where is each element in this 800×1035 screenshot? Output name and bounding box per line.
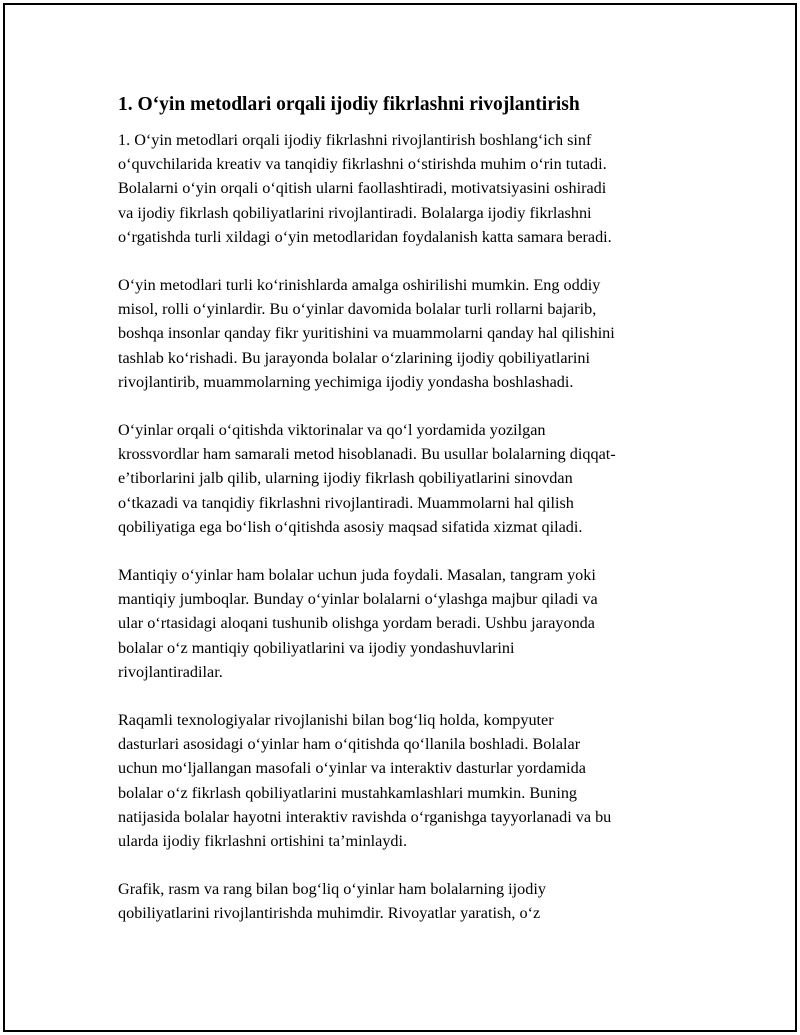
paragraph-line: krossvordlar ham samarali metod hisoblanadi. Bu usullar bolalarning diqqat- (118, 445, 616, 464)
paragraph-line: O‘yinlar orqali o‘qitishda viktorinalar va qo‘l yordamida yozilgan (118, 421, 546, 440)
paragraph-line: ularda ijodiy fikrlashni ortishini ta’minlaydi. (118, 832, 408, 851)
paragraph-line: boshqa insonlar qanday fikr yuritishini va muammolarni qanday hal qilishini (118, 324, 615, 343)
body-paragraph (118, 418, 693, 539)
paragraph-line: dasturlari asosidagi o‘yinlar ham o‘qitishda qo‘llanila boshladi. Bolalar (118, 735, 581, 754)
paragraph-line: rivojlantirib, muammolarning yechimiga ijodiy yondasha boshlashadi. (118, 372, 574, 391)
paragraph-line: bolalar o‘z fikrlash qobiliyatlarini mustahkamlashlari mumkin. Buning (118, 783, 578, 802)
paragraph-line: natijasida bolalar hayotni interaktiv ravishda o‘rganishga tayyorlanadi va bu (118, 807, 612, 826)
paragraph-line: o‘tkazadi va tanqidiy fikrlashni rivojlantiradi. Muammolarni hal qilish (118, 493, 574, 512)
paragraph-line: o‘rgatishda turli xildagi o‘yin metodlaridan foydalanish katta samara beradi. (118, 227, 612, 246)
body-paragraph (118, 563, 693, 684)
paragraph-line: 1. O‘yin metodlari orqali ijodiy fikrlashni rivojlantirish boshlang‘ich sinf (118, 131, 592, 149)
paragraph-line: uchun mo‘ljallangan masofali o‘yinlar va interaktiv dasturlar yordamida (118, 759, 586, 778)
paragraph-line: O‘yin metodlari turli ko‘rinishlarda amalga oshirilishi mumkin. Eng oddiy (118, 276, 601, 295)
paragraph-line: Grafik, rasm va rang bilan bog‘liq o‘yinlar ham bolalarning ijodiy (118, 880, 546, 899)
paragraph-line: Mantiqiy o‘yinlar ham bolalar uchun juda foydali. Masalan, tangram yoki (118, 566, 596, 585)
paragraph-line: qobiliyatiga ega bo‘lish o‘qitishda asosiy maqsad sifatida xizmat qiladi. (118, 517, 583, 536)
paragraph-line: bolalar o‘z mantiqiy qobiliyatlarini va ijodiy yondashuvlarini (118, 638, 515, 657)
body-paragraph (118, 273, 693, 394)
paragraph-line: misol, rolli o‘yinlardir. Bu o‘yinlar davomida bolalar turli rollarni bajarib, (118, 300, 597, 319)
paragraph-line: tashlab ko‘rishadi. Bu jarayonda bolalar o‘zlarining ijodiy qobiliyatlarini (118, 348, 591, 367)
paragraph-line: e’tiborlarini jalb qilib, ularning ijodiy fikrlash qobiliyatlarini sinovdan (118, 469, 573, 488)
body-paragraph (118, 708, 693, 853)
paragraph-line: Raqamli texnologiyalar rivojlanishi bilan bog‘liq holda, kompyuter (118, 711, 554, 730)
document-body (118, 92, 693, 950)
body-paragraph (118, 877, 693, 925)
paragraph-line: o‘quvchilarida kreativ va tanqidiy fikrlashni o‘stirishda muhim o‘rin tutadi. (118, 155, 607, 174)
paragraph-line: rivojlantiradilar. (118, 662, 223, 681)
paragraph-line: qobiliyatlarini rivojlantirishda muhimdir. Rivoyatlar yaratish, o‘z (118, 904, 541, 923)
paragraph-line: ular o‘rtasidagi aloqani tushunib olishga yordam beradi. Ushbu jarayonda (118, 614, 595, 633)
paragraph-line: va ijodiy fikrlash qobiliyatlarini rivojlantiradi. Bolalarga ijodiy fikrlashni (118, 203, 592, 222)
paragraph-line: mantiqiy jumboqlar. Bunday o‘yinlar bolalarni o‘ylashga majbur qiladi va (118, 590, 598, 609)
section-heading: 1. O‘yin metodlari orqali ijodiy fikrlashni rivojlantirish (118, 94, 580, 115)
body-paragraph (118, 128, 693, 249)
paragraph-line: Bolalarni o‘yin orqali o‘qitish ularni faollashtiradi, motivatsiyasini oshiradi (118, 179, 607, 198)
paragraph-list (118, 128, 693, 926)
